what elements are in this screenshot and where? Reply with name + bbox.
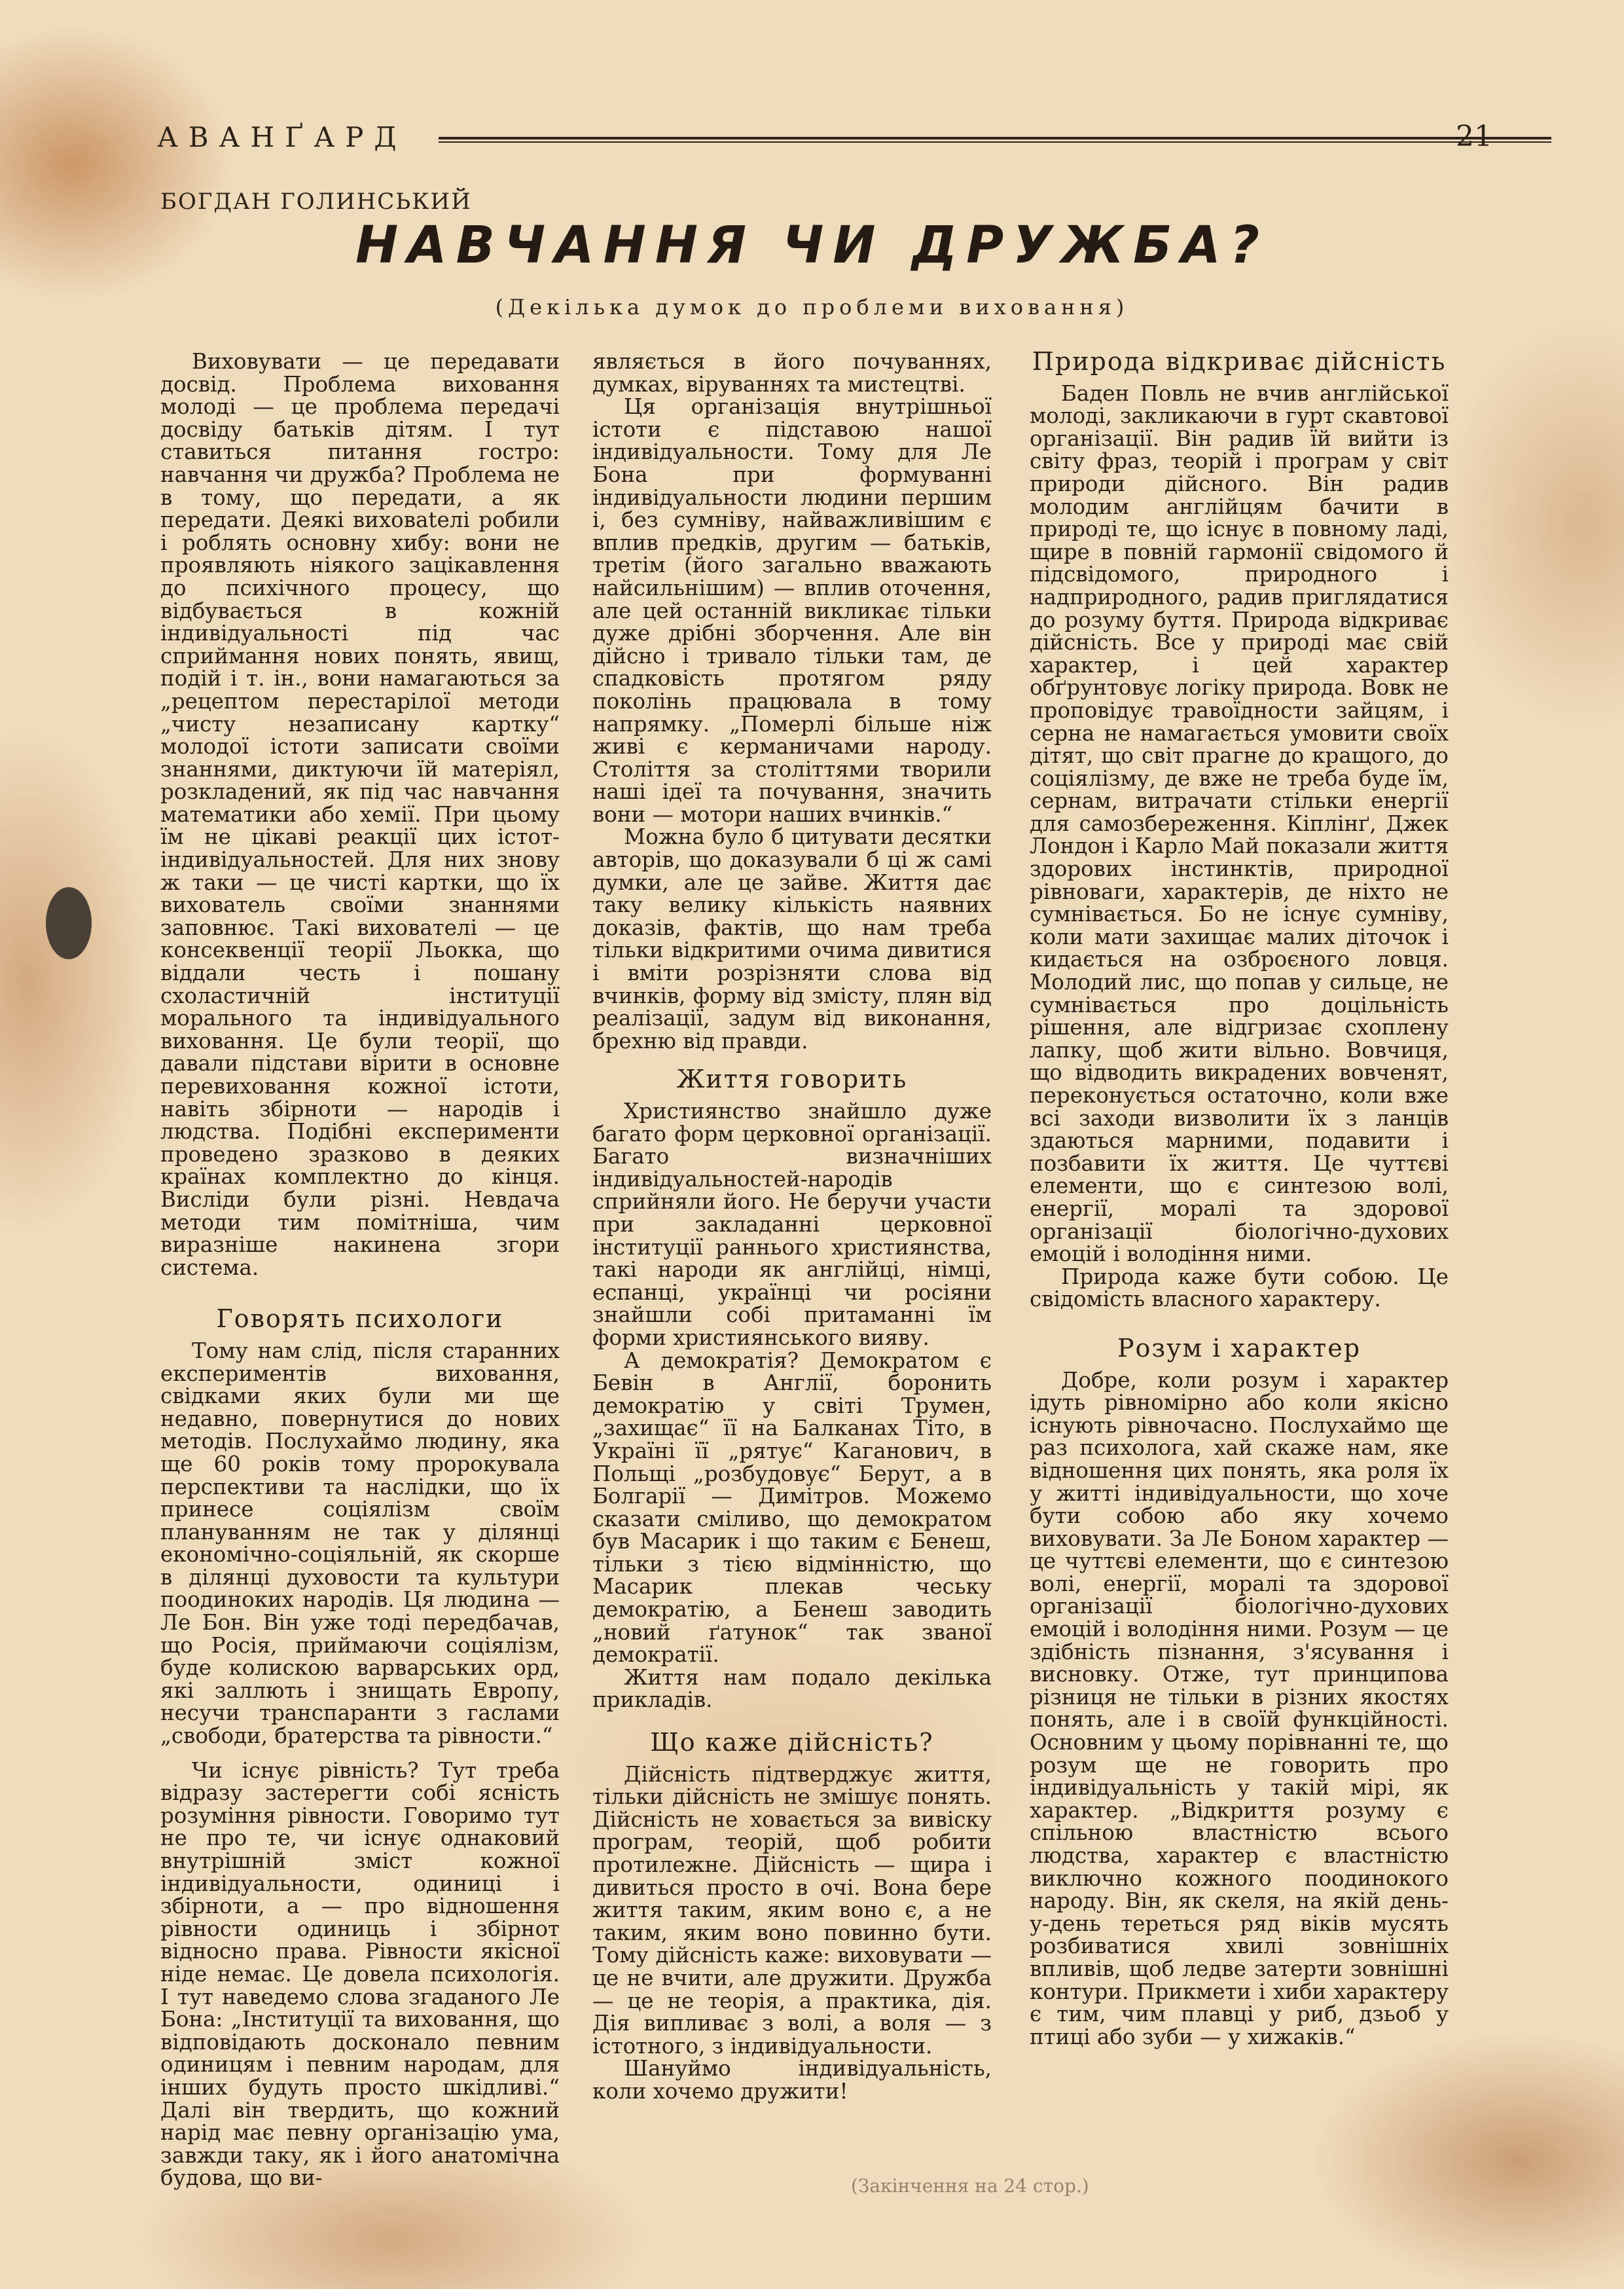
paragraph: Природа каже бути собою. Це свідомість власного характеру. <box>1030 1264 1449 1312</box>
section-heading: Розум і характер <box>1117 1333 1362 1363</box>
article-subtitle: (Декілька думок до проблеми виховання) <box>495 295 1129 320</box>
paragraph: Дійсність підтверджує життя, тільки дійсність не змішує понять. Дійсність не ховається за вивіску програм, теорій, щоб робити протилежне. Дійсність — щира і дивиться просто в очі. Вона бере життя таким, яким воно є, а не таким, яким воно повинно бути. Тому дійсність каже: виховувати — це не вчити, але дружити. Дружба — це не теорія, а практика, дія. Дія випливає з волі, а воля — з істотного, з індивідуальности. <box>592 1761 992 2059</box>
paragraph: Виховувати — це передавати досвід. Проблема виховання молоді — це проблема передачі досвіду батьків дітям. І тут ставиться питання гостро: навчання чи дружба? Проблема не в тому, що передати, а як передати. Деякі виховateлі робили і роблять основну хибу: вони не проявляють ніякого зацікавлення до психічного процесу, що відбувається в кожній індивідуальності під час сприймання нових понять, явищ, подій і т. ін., вони намагаються за „рецептом перестарілої методи „чисту незаписану картку“ молодої істоти записати своїми знаннями, диктуючи їй матеріял, розкладений, як під час навчання математики або хемії. При цьому їм не цікаві реакції цих істот-індивідуальностей. Для них знову ж таки — це чисті картки, що їх вихователь своїми знаннями заповнює. Такі вихователі — це консеквенції теорії Льокка, що віддали честь і пошану схоластичній інституції морального та індивідуального виховання. Це були теорії, що давали підстави вірити в основне перевиховання кожної істоти, навіть збірноти — народів і людства. Подібні експерименти проведено зразково в деяких країнах комплектно до кінця. Висліди були різні. Невдача методи тим помітніша, чим виразніше накинена згори система. <box>160 349 560 1280</box>
section-heading: Що каже дійсність? <box>650 1728 934 1757</box>
paragraph: Ця організація внутрішньої істоти є підставою нашої індивідуальности. Тому для Ле Бона при формуванні індивідуальности людини першим і, без сумніву, найважливішим є вплив предків, другим — батьків, третім (його загально вважають найсильнішим) — вплив оточення, але цей останній викликає тільки дуже дрібні зборчення. Але він дійсно і тривало тільки там, де спадковість протягом ряду поколінь працювала в тому напрямку. „Померлі більше ніж живі є керманичами народу. Століття за століттями творили наші ідеї та почування, значить вони — мотори наших вчинків.“ <box>592 394 992 827</box>
page-hole <box>46 887 92 959</box>
paragraph: Баден Повль не вчив англійської молоді, закликаючи в гурт скавтової організації. Він радив їй вийти із світу фраз, теорій і програм у світ природи дійсного. Він радив молодим англійцям бачити в природі те, що існує в повному ладі, щире в повній гармонії свідомого й підсвідомого, природного і надприродного, радив приглядатися до розуму буття. Природа відкриває дійсність. Все у природі має свій характер, і цей характер обґрунтовує логіку природа. Вовк не проповідує травоїдности зайцям, і серна не намагається умовити своїх дітят, що світ прагне до кращого, до соціялізму, де вже не треба буде їм, сернам, витрачати стільки енергії для самозбереження. Кіплінґ, Джек Лондон і Карло Май показали життя здорових інстинктів, природної рівноваги, характерів, де ніхто не сумнівається. Бо не існує сумніву, коли мати захищає малих діточок і кидається на озброєного ловця. Молодий лис, що попав у сильце, не сумнівається про доцільність рішення, але відгризає схоплену лапку, щоб жити вільно. Вовчиця, що відводить викрадених вовченят, переконується остаточно, коли вже всі заходи визволити їх з ланців здаються марними, подавити і позбавити їх життя. Це чуттєві елементи, що є синтезою волі, енергії, моралі та здорової організації біологічно-духових емоцій і володіння ними. <box>1030 380 1449 1267</box>
section-heading: Природа відкриває дійсність <box>1032 347 1447 376</box>
paragraph: Тому нам слід, після старанних експериментів виховання, свідками яких були ми ще недавно, повернутися до нових метoдів. Послухаймо людину, яка ще 60 років тому пророкувала перспективи та наслідки, що їх принесе соціялізм своїм плануванням не так у ділянці економічно-соціяльній, як скорше в ділянці духовости та культури поодиноких народів. Ця людина — Ле Бон. Він уже тоді передбачав, що Росія, приймаючи соціялізм, буде колискою варварських орд, які заллють і знищать Европу, несучи транспаранти з гаслами „свободи, братерства та рівности.“ <box>160 1338 560 1749</box>
article-title: НАВЧАННЯ ЧИ ДРУЖБА? <box>355 216 1269 275</box>
paragraph: Чи існує рівність? Тут треба відразу застерегти собі ясність розуміння рівности. Говоримо тут не про те, чи існує однаковий внутрішній зміст кожної індивідуальности, одиниці і збірноти, а — про відношення рівности одиниць і збірнот відносно права. Рівности якісної ніде немає. Це довела психологія. І тут наведемо слова згаданого Ле Бона: „Інституції та виховання, що відповідають досконало певним одиницям і певним народам, для інших будуть просто шкідливі.“ Далі він твердить, що кожний нарід має певну організацію ума, завжди таку, як і його анатомічна будова, що ви- <box>160 1757 560 2191</box>
paragraph: Життя нам подало декілька прикладів. <box>592 1664 992 1713</box>
page-header <box>157 120 1492 160</box>
column-middle <box>592 350 992 2103</box>
paragraph: Добре, коли розум і характер ідуть рівномірно або коли якісно існують рівночасно. Послухаймо ще раз психолога, хай скаже нам, яке відношення цих понять, яка роля їх у житті індивідуальности, що хоче бути собою або яку хочемо виховувати. За Ле Боном характер — це чуттєві елементи, що є синтезою волі, енергії, моралі та здорової організації біологічно-духових емоцій і володіння ними. Розум — це здібність пізнання, з'ясування і висновку. Отже, тут принципова різниця не тільки в різних якостях понять, але і в своїй функційності. Основним у цьому порівнанні те, що розум ще не говорить про індивідуальність у такій мірі, як характер. „Відкриття розуму є спільною властністю всього людства, характер є властністю виключно кожного поодинокого народу. Він, як скеля, на якій день-у-день тереться ряд віків мусять розбиватися хвилі зовнішніх впливів, щоб ледве затерти зовнішні контури. Прикмети і хиби характеру є тим, чим плавці у риб, дзьоб у птиці або зуби — у хижаків.“ <box>1030 1367 1449 2049</box>
page-number: 21 <box>1456 120 1492 153</box>
column-right <box>1030 347 1449 2049</box>
section-heading: Життя говорить <box>676 1065 908 1094</box>
column-left <box>160 350 560 2189</box>
masthead: АВАНҐАРД <box>157 121 407 153</box>
section-heading: Говорять психологи <box>216 1304 504 1334</box>
paragraph: Можна було б цитувати десятки авторів, що доказували б ці ж самі думки, але це зайве. Життя дає таку велику кількість наявних доказів, фактів, що нам треба тільки відкритими очима дивитися і вміти розрізняти слова від вчинків, форму від змісту, плян від реалізації, задум від виконання, брехню від правди. <box>592 824 992 1053</box>
paragraph: Шануймо індивідуальність, коли хочемо дружити! <box>592 2056 992 2104</box>
paragraph: Християнство знайшло дуже багато форм церковної організації. Багато визначніших індивідуальностей-народів сприйняли його. Не беручи участи при закладанні церковної інституції раннього християнства, такі народи як англійці, німці, еспанці, українці чи росіяни знайшли собі притаманні їм форми християнського вияву. <box>592 1099 992 1350</box>
article-author: БОГДАН ГОЛИНСЬКИЙ <box>160 189 472 215</box>
header-rule <box>439 137 1551 143</box>
paragraph: являється в його почуваннях, думках, віруваннях та мистецтві. <box>592 349 992 397</box>
continuation-note: (Закінчення на 24 стор.) <box>851 2175 1089 2197</box>
paragraph: А демократія? Демократом є Бевін в Англії, боронить демократію у світі Трумен, „захищає“ її на Балканах Тіто, в Україні її „рятує“ Каганович, в Польщі „розбудовує“ Берут, а в Болгарії — Димітров. Можемо сказати сміливо, що демократом був Масарик і що таким є Бенеш, тільки з тією відмінністю, що Масарик плекав чеську демократію, а Бенеш заводить „новий ґатунок“ так званої демократії. <box>592 1347 992 1668</box>
